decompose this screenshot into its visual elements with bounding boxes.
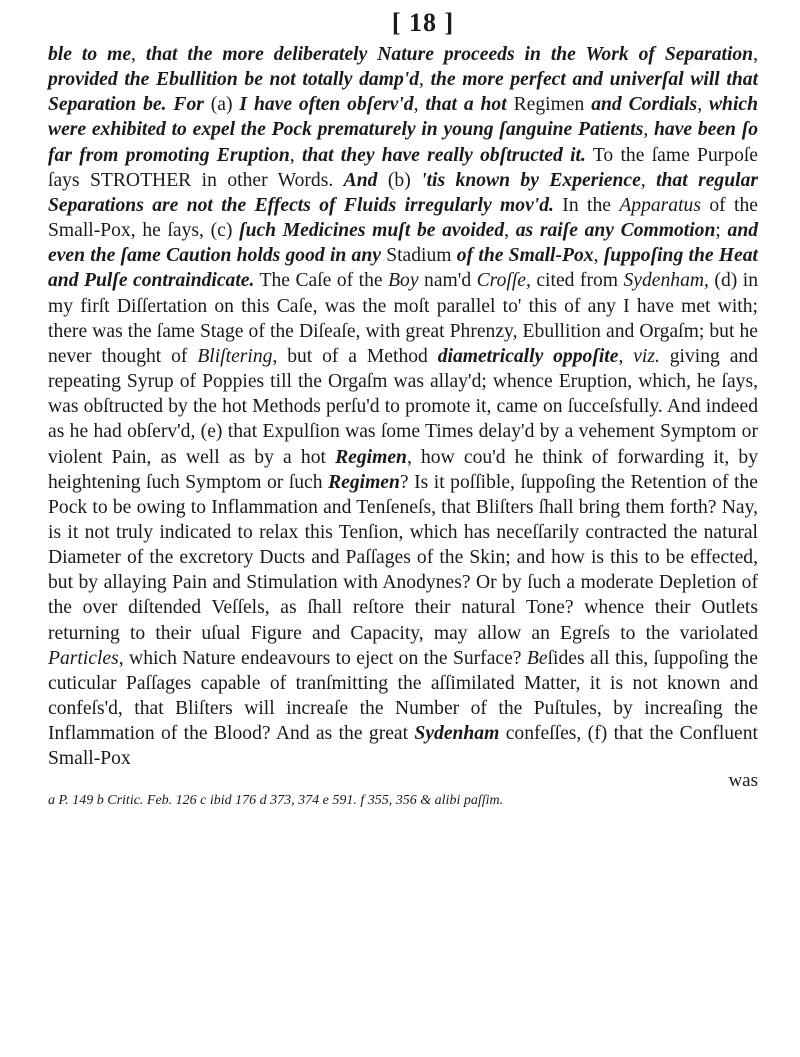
text-segment: The Caſe of the <box>254 270 389 292</box>
text-segment: confeſſes, (f) that the Confluent Small-Pox <box>48 723 758 770</box>
text-segment: , <box>419 69 431 91</box>
text-segment: , <box>131 44 146 65</box>
text-segment: Regimen <box>335 446 407 468</box>
text-segment: Croſſe <box>476 270 526 292</box>
text-segment: , <box>643 119 654 141</box>
text-segment: , <box>504 220 516 242</box>
catchword: was <box>728 769 758 791</box>
text-segment: Be <box>526 647 548 669</box>
text-segment: of the Small-Pox, he ſays, (c) <box>48 194 758 242</box>
text-segment: ſuppoſing the Heat and Pulſe contraindicate. <box>48 245 758 292</box>
text-segment: (a) <box>203 94 240 116</box>
text-segment: ble to me <box>48 44 132 65</box>
text-segment: In the <box>553 194 620 216</box>
text-segment: Sydenham <box>414 723 500 745</box>
text-segment: And <box>343 169 378 191</box>
text-segment: and even the ſame Caution holds good in any <box>48 220 759 267</box>
text-segment: Bliſtering <box>197 345 273 367</box>
text-segment: ? Is it poſſible, ſuppoſing the Retention of the Pock to be owing to Inflammation and Tenſeneſs, that Bliſters ſhall bring them forth? Nay, is it not truly indicated to relax this Tenſion, which has neceſſarily contracted the natural Diameter of the excretory Ducts and Paſſages of the Skin; and how is this to be effected, but by allaying Pain and Stimulation with Anodynes? Or by ſuch a moderate Depletion of the over diſtended Veſſels, as ſhall reſtore their natural Tone? whence their Outlets returning to their uſual Figure and Capacity, may allow an Egreſs to the variolated <box>48 471 758 644</box>
text-segment: , <box>593 245 604 267</box>
text-segment: giving and repeating Syrup of Poppies till the Orgaſm was allay'd; whence Eruption, which, he ſays, was obſtructed by the hot Methods perſu'd to promote it, came on ſucceſsfully. And indeed as he had obſerv'd, (e) that Expulſion was ſome Times delay'd by a vehement Symptom or violent Pain, as well as by a hot <box>48 345 758 468</box>
text-segment: ; <box>715 220 728 242</box>
text-segment: , <box>753 44 758 65</box>
text-segment: , cited from <box>525 270 624 292</box>
text-segment: , <box>413 94 426 116</box>
text-segment: Regimen <box>328 471 400 493</box>
text-segment: 'tis known by Experience <box>421 169 641 191</box>
text-segment: , how cou'd he think of forwarding it, by heightening ſuch Symptom or ſuch <box>48 446 758 493</box>
text-segment: Sydenham <box>623 270 705 292</box>
text-segment: Regimen <box>513 94 592 116</box>
text-segment: Stadium <box>380 245 457 267</box>
text-segment: diametrically oppoſite <box>437 345 619 367</box>
text-segment: ſuch Medicines muſt be avoided <box>239 220 505 242</box>
text-segment: , <box>289 144 302 166</box>
text-segment: which were exhibited to expel the <box>48 94 758 141</box>
text-segment: Apparatus <box>619 194 701 216</box>
text-segment: , but of a Method <box>272 345 438 367</box>
body-text <box>48 42 758 772</box>
text-segment: , <box>640 169 657 191</box>
text-segment: , <box>618 345 634 367</box>
text-segment: ſides all this, ſuppoſing the cuticular Paſſages capable of tranſmitting the aſſimilated Matter, it is not known and confeſs'd, that Bliſters will increaſe the Number of the Puſtules, by increaſing the Inflammation of the Blood? And as the great <box>48 647 758 745</box>
text-segment: To the ſame Purpoſe ſays STROTHER in other Words. <box>48 144 759 191</box>
text-segment: that the more deliberately Nature proceeds in the Work of Separation <box>145 44 754 65</box>
text-segment: as raiſe any Commotion <box>515 220 716 242</box>
text-segment: that they have really obſtructed it. <box>301 144 586 166</box>
text-segment: and Cordials <box>591 94 698 116</box>
text-segment: Boy <box>388 270 419 292</box>
text-segment: viz. <box>633 345 660 367</box>
text-segment: provided the Ebullition be not totally damp'd <box>48 69 419 91</box>
text-segment: , (d) in my firſt Diſſertation on this Caſe, was the moſt parallel to' this of any I have met with; there was the ſame Stage of the Diſeaſe, with great Phrenzy, Ebullition and Orgaſm; but he never thought of <box>48 270 758 367</box>
text-segment: that a hot <box>425 94 514 116</box>
text-segment: the more perfect and univerſal will that Separation be. For <box>48 69 759 116</box>
text-segment: have been ſo far from promoting Eruption <box>48 119 759 166</box>
text-segment: nam'd <box>418 270 477 292</box>
text-segment: that regular Separations are not the Effects of Fluids irregularly mov'd. <box>48 169 758 216</box>
page-number: [ 18 ] <box>391 8 455 37</box>
text-segment: Pock prematurely in young ſanguine Patients <box>271 119 644 141</box>
text-segment: (b) <box>377 169 422 191</box>
text-segment: I have often obſerv'd <box>239 94 414 116</box>
text-segment: , <box>697 94 709 116</box>
text-segment: Particles <box>48 647 119 669</box>
text-segment: , which Nature endeavours to eject on the Surface? <box>118 647 527 669</box>
footnotes: a P. 149 b Critic. Feb. 126 c ibid 176 d 373, 374 e 591. f 355, 356 & alibi paſſim. <box>48 792 504 808</box>
text-segment: of the Small-Pox <box>456 245 594 267</box>
